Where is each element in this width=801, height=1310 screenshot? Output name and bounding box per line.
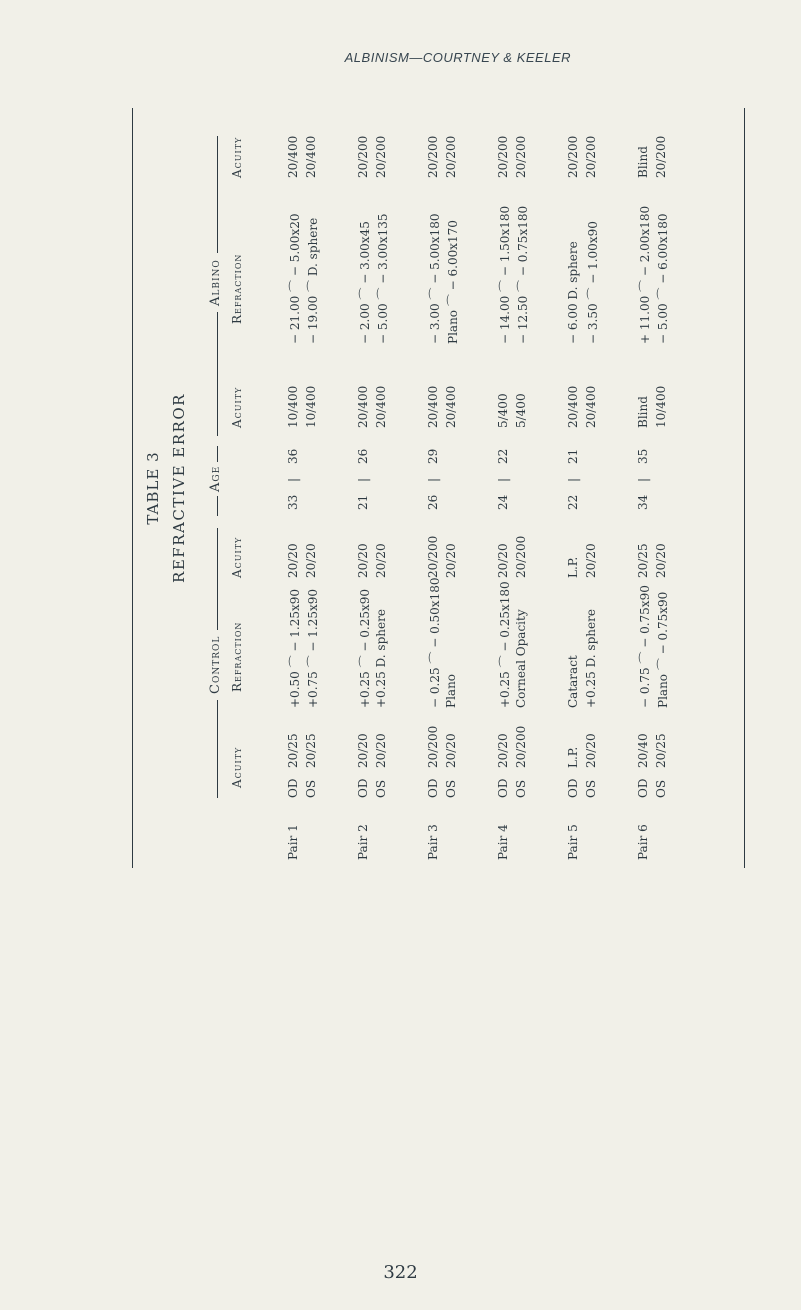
age-albino: 21 [566,448,580,464]
pair-label: Pair 4 [496,824,510,860]
control-acuity-corrected: L.P. [566,556,580,578]
albino-acuity-corrected: 20/200 [444,135,458,178]
col-header-control-acuity2: Acuity [230,536,244,578]
eye-os: OS [374,779,388,798]
control-refraction: +0.25 D. sphere [584,609,598,708]
albino-acuity-corrected: 20/200 [374,135,388,178]
age-separator: | [636,477,650,482]
eye-os: OS [444,779,458,798]
control-acuity: 20/20 [356,733,370,768]
group-header-age: Age [208,462,223,496]
group-header-albino: Albino [208,253,223,312]
table-row [496,108,552,868]
running-head: ALBINISM—COURTNEY & KEELER [344,50,571,65]
eye-od: OD [636,778,650,798]
control-refraction: +0.25 ⌒ − 0.25x90 [358,588,372,708]
age-control: 33 [286,494,300,510]
eye-os: OS [584,779,598,798]
albino-acuity: 20/400 [584,385,598,428]
control-acuity-corrected: 20/20 [584,543,598,578]
albino-acuity-corrected: 20/200 [514,135,528,178]
albino-acuity: 20/400 [444,385,458,428]
eye-od: OD [566,778,580,798]
table-title: REFRACTIVE ERROR [170,393,188,583]
control-acuity-corrected: 20/20 [356,543,370,578]
refractive-error-table [130,108,750,868]
pair-label: Pair 3 [426,824,440,860]
age-albino: 26 [356,448,370,464]
table-title-block [144,108,188,868]
control-acuity-corrected: 20/20 [374,543,388,578]
control-acuity-corrected: 20/25 [636,543,650,578]
albino-acuity-corrected: 20/200 [584,135,598,178]
table-row [286,108,342,868]
albino-acuity: 10/400 [304,385,318,428]
albino-acuity: 10/400 [654,385,668,428]
table-row [566,108,622,868]
pair-label: Pair 5 [566,824,580,860]
albino-acuity-corrected: 20/200 [566,135,580,178]
control-acuity: 20/20 [444,733,458,768]
control-acuity-corrected: 20/200 [514,535,528,578]
albino-refraction: Plano ⌒ − 6.00x170 [446,220,460,344]
eye-od: OD [356,778,370,798]
albino-acuity: 10/400 [286,385,300,428]
albino-acuity: 20/400 [356,385,370,428]
albino-refraction: − 2.00 ⌒ − 3.00x45 [358,221,372,344]
control-acuity-corrected: 20/20 [496,543,510,578]
age-albino: 29 [426,448,440,464]
age-albino: 35 [636,448,650,464]
control-acuity: 20/200 [426,725,440,768]
albino-acuity-corrected: 20/200 [426,135,440,178]
albino-acuity: 5/400 [514,393,528,428]
control-acuity-corrected: 20/20 [304,543,318,578]
control-refraction: Cataract [566,655,580,708]
control-acuity: 20/20 [584,733,598,768]
age-separator: | [426,477,440,482]
control-acuity: 20/25 [654,733,668,768]
age-albino: 22 [496,448,510,464]
age-control: 26 [426,494,440,510]
control-acuity-corrected: 20/200 [426,535,440,578]
age-control: 34 [636,494,650,510]
control-refraction: Corneal Opacity [514,609,528,708]
col-header-control-acuity: Acuity [230,746,244,788]
albino-refraction: − 5.00 ⌒ − 6.00x180 [656,213,670,344]
eye-os: OS [514,779,528,798]
albino-refraction: − 14.00 ⌒ − 1.50x180 [498,205,512,344]
control-refraction: +0.75 ⌒ − 1.25x90 [306,588,320,708]
pair-label: Pair 1 [286,824,300,860]
table-label: TABLE 3 [144,451,162,525]
age-control: 21 [356,494,370,510]
age-control: 22 [566,494,580,510]
albino-acuity-corrected: 20/200 [356,135,370,178]
eye-os: OS [654,779,668,798]
control-refraction: Plano [444,673,458,708]
control-acuity: 20/25 [304,733,318,768]
control-acuity: 20/200 [514,725,528,768]
control-refraction: +0.25 D. sphere [374,609,388,708]
control-acuity: L.P. [566,746,580,768]
age-albino: 36 [286,448,300,464]
albino-refraction: − 21.00 ⌒ − 5.00x20 [288,213,302,344]
albino-acuity-corrected: 20/400 [286,135,300,178]
albino-refraction: − 6.00 D. sphere [566,241,580,344]
age-separator: | [286,477,300,482]
group-header-control: Control [208,630,223,700]
albino-acuity: 20/400 [426,385,440,428]
control-refraction: − 0.25 ⌒ − 0.50x180 [428,577,442,708]
table-row [356,108,412,868]
control-acuity: 20/25 [286,733,300,768]
albino-refraction: − 5.00 ⌒ − 3.00x135 [376,213,390,344]
table-top-rule [132,108,133,868]
col-header-albino-acuity2: Acuity [230,136,244,178]
pair-label: Pair 6 [636,824,650,860]
page-number: 322 [383,1262,418,1283]
col-header-albino-acuity: Acuity [230,386,244,428]
table-row [426,108,482,868]
pair-label: Pair 2 [356,824,370,860]
eye-od: OD [426,778,440,798]
control-acuity-corrected: 20/20 [444,543,458,578]
control-acuity: 20/20 [496,733,510,768]
albino-acuity-corrected: 20/200 [654,135,668,178]
control-refraction: +0.25 ⌒ − 0.25x180 [498,581,512,708]
albino-acuity-corrected: 20/200 [496,135,510,178]
albino-acuity: 5/400 [496,393,510,428]
eye-os: OS [304,779,318,798]
control-acuity-corrected: 20/20 [654,543,668,578]
albino-refraction: − 3.00 ⌒ − 5.00x180 [428,213,442,344]
table-row [636,108,692,868]
albino-acuity-corrected: 20/400 [304,135,318,178]
control-refraction: Plano ⌒ − 0.75x90 [656,591,670,708]
age-control: 24 [496,494,510,510]
albino-refraction: + 11.00 ⌒ − 2.00x180 [638,205,652,344]
albino-refraction: − 19.00 ⌒ D. sphere [306,217,320,344]
albino-acuity: 20/400 [374,385,388,428]
control-acuity: 20/40 [636,733,650,768]
age-separator: | [496,477,510,482]
age-separator: | [356,477,370,482]
albino-acuity-corrected: Blind [636,146,650,178]
col-header-albino-refraction: Refraction [230,253,244,324]
control-acuity-corrected: 20/20 [286,543,300,578]
eye-od: OD [286,778,300,798]
eye-od: OD [496,778,510,798]
albino-acuity: 20/400 [566,385,580,428]
control-refraction: +0.50 ⌒ − 1.25x90 [288,588,302,708]
albino-acuity: Blind [636,396,650,428]
albino-refraction: − 3.50 ⌒ − 1.00x90 [586,221,600,344]
control-acuity: 20/20 [374,733,388,768]
albino-refraction: − 12.50 ⌒ − 0.75x180 [516,205,530,344]
col-header-control-refraction: Refraction [230,621,244,692]
control-refraction: − 0.75 ⌒ − 0.75x90 [638,585,652,708]
age-separator: | [566,477,580,482]
table-bottom-rule [744,108,745,868]
